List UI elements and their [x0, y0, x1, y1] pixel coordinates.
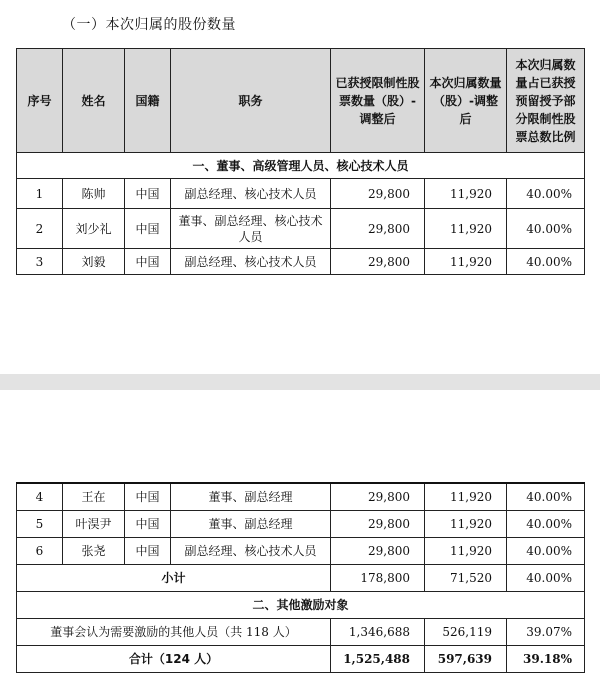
- cell-granted: 29,800: [331, 510, 425, 537]
- cell-ratio: 40.00%: [507, 483, 585, 510]
- cell-nationality: 中国: [125, 209, 171, 249]
- header-granted: 已获授限制性股票数量（股）-调整后: [331, 49, 425, 153]
- header-nationality: 国籍: [125, 49, 171, 153]
- cell-ratio: 40.00%: [507, 537, 585, 564]
- cell-no: 3: [17, 249, 63, 275]
- vesting-table-page-2: [16, 482, 585, 673]
- cell-granted: 29,800: [331, 179, 425, 209]
- header-ratio: 本次归属数量占已获授预留授予部分限制性股票总数比例: [507, 49, 585, 153]
- subtotal-ratio: 40.00%: [507, 564, 585, 591]
- subtotal-label: 小计: [17, 564, 331, 591]
- cell-position: 董事、副总经理: [171, 510, 331, 537]
- cell-name: 刘少礼: [63, 209, 125, 249]
- cell-ratio: 40.00%: [507, 249, 585, 275]
- cell-granted: 29,800: [331, 537, 425, 564]
- cell-no: 6: [17, 537, 63, 564]
- cell-position: 董事、副总经理、核心技术人员: [171, 209, 331, 249]
- section-row: [17, 153, 585, 179]
- header-name: 姓名: [63, 49, 125, 153]
- cell-position: 董事、副总经理: [171, 483, 331, 510]
- cell-name: 王在: [63, 483, 125, 510]
- section-heading: （一）本次归属的股份数量: [62, 17, 236, 33]
- cell-vest: 11,920: [425, 209, 507, 249]
- total-row: [17, 645, 585, 672]
- cell-nationality: 中国: [125, 537, 171, 564]
- cell-position: 副总经理、核心技术人员: [171, 179, 331, 209]
- subtotal-granted: 178,800: [331, 564, 425, 591]
- total-vest: 597,639: [425, 645, 507, 672]
- others-granted: 1,346,688: [331, 618, 425, 645]
- table-row: [17, 483, 585, 510]
- subtotal-row: [17, 564, 585, 591]
- section-row: [17, 591, 585, 618]
- cell-vest: 11,920: [425, 249, 507, 275]
- others-ratio: 39.07%: [507, 618, 585, 645]
- page-break-gap: [0, 374, 600, 390]
- header-vest: 本次归属数量（股）-调整后: [425, 49, 507, 153]
- cell-nationality: 中国: [125, 179, 171, 209]
- header-row: [17, 49, 585, 153]
- table-row: [17, 179, 585, 209]
- others-vest: 526,119: [425, 618, 507, 645]
- cell-no: 4: [17, 483, 63, 510]
- cell-no: 2: [17, 209, 63, 249]
- others-label: 董事会认为需要激励的其他人员（共 118 人）: [17, 618, 331, 645]
- cell-no: 1: [17, 179, 63, 209]
- vesting-table-page-1: [16, 48, 585, 275]
- section-title-1: 一、董事、高级管理人员、核心技术人员: [17, 153, 585, 179]
- cell-nationality: 中国: [125, 510, 171, 537]
- cell-granted: 29,800: [331, 209, 425, 249]
- header-no: 序号: [17, 49, 63, 153]
- table-row: [17, 209, 585, 249]
- cell-ratio: 40.00%: [507, 209, 585, 249]
- table-row: [17, 537, 585, 564]
- cell-nationality: 中国: [125, 483, 171, 510]
- others-row: [17, 618, 585, 645]
- cell-no: 5: [17, 510, 63, 537]
- cell-name: 刘毅: [63, 249, 125, 275]
- cell-vest: 11,920: [425, 483, 507, 510]
- cell-name: 叶淏尹: [63, 510, 125, 537]
- total-granted: 1,525,488: [331, 645, 425, 672]
- cell-name: 陈帅: [63, 179, 125, 209]
- cell-name: 张尧: [63, 537, 125, 564]
- table-row: [17, 249, 585, 275]
- cell-granted: 29,800: [331, 483, 425, 510]
- cell-ratio: 40.00%: [507, 510, 585, 537]
- cell-vest: 11,920: [425, 537, 507, 564]
- cell-vest: 11,920: [425, 510, 507, 537]
- cell-vest: 11,920: [425, 179, 507, 209]
- section-title-2: 二、其他激励对象: [17, 591, 585, 618]
- total-ratio: 39.18%: [507, 645, 585, 672]
- cell-nationality: 中国: [125, 249, 171, 275]
- cell-granted: 29,800: [331, 249, 425, 275]
- subtotal-vest: 71,520: [425, 564, 507, 591]
- table-row: [17, 510, 585, 537]
- cell-position: 副总经理、核心技术人员: [171, 537, 331, 564]
- header-position: 职务: [171, 49, 331, 153]
- cell-position: 副总经理、核心技术人员: [171, 249, 331, 275]
- total-label: 合计（124 人）: [17, 645, 331, 672]
- cell-ratio: 40.00%: [507, 179, 585, 209]
